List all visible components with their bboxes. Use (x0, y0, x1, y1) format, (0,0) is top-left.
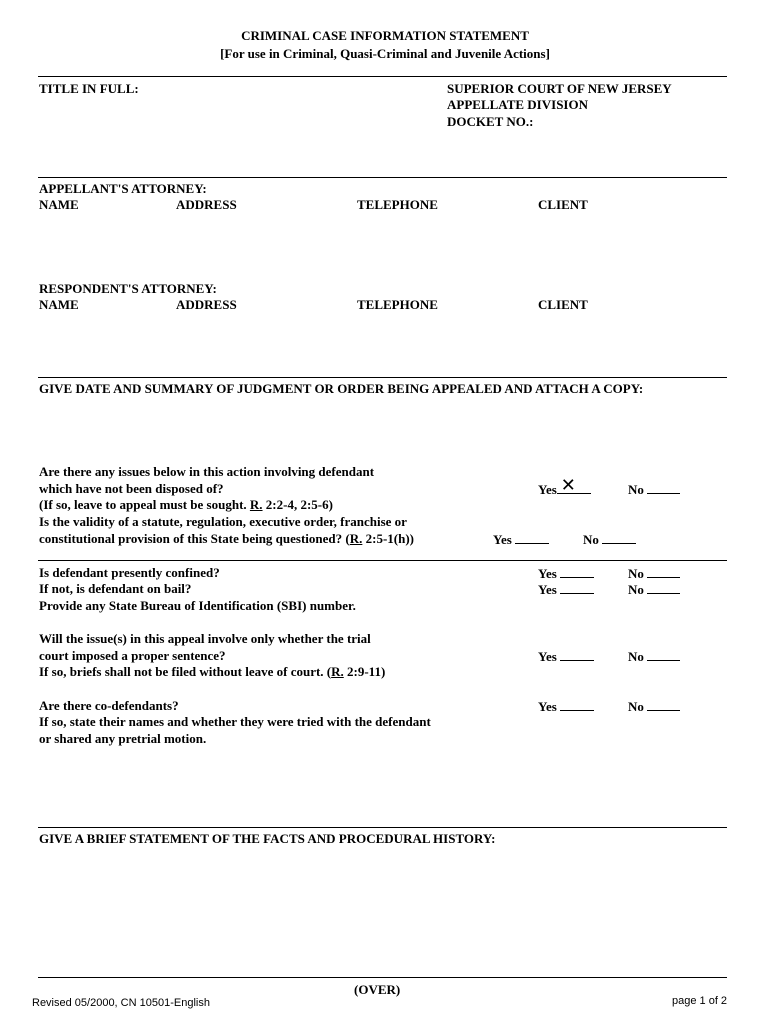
respondent-attorney-heading: RESPONDENT'S ATTORNEY: (39, 281, 217, 296)
form-subtitle: [For use in Criminal, Quasi-Criminal and Juvenile Actions] (220, 46, 550, 61)
rule-ref: R. (249, 497, 263, 512)
q-statute-yes[interactable]: Yes (493, 530, 549, 548)
q-codefendants-line3: or shared any pretrial motion. (39, 731, 207, 746)
q-sentence-no[interactable]: No (628, 647, 680, 665)
divider (38, 977, 727, 978)
judgment-summary-heading: GIVE DATE AND SUMMARY OF JUDGMENT OR ORDER BEING APPEALED AND ATTACH A COPY: (39, 381, 644, 396)
q-bail-line: If not, is defendant on bail? (39, 581, 192, 596)
divider (38, 377, 727, 378)
no-checkbox[interactable] (647, 647, 680, 661)
appellant-telephone-label: TELEPHONE (357, 197, 438, 212)
q-statute-no[interactable]: No (583, 530, 636, 548)
respondent-telephone-label: TELEPHONE (357, 297, 438, 312)
q-sentence-line1: Will the issue(s) in this appeal involve only whether the trial (39, 631, 371, 646)
appellant-address-label: ADDRESS (176, 197, 237, 212)
appellant-attorney-heading: APPELLANT'S ATTORNEY: (39, 181, 207, 196)
q-confined-line1: Is defendant presently confined? (39, 565, 220, 580)
docket-label: DOCKET NO.: (447, 114, 534, 129)
q-sentence-line2: court imposed a proper sentence? (39, 648, 226, 663)
appellant-client-label: CLIENT (538, 197, 588, 212)
no-checkbox[interactable] (647, 480, 680, 494)
q-confined-no[interactable]: No (628, 564, 680, 582)
divider (38, 76, 727, 77)
revision-label: Revised 05/2000, CN 10501-English (32, 997, 210, 1009)
yes-checkbox[interactable] (560, 564, 594, 578)
yes-checkbox[interactable] (560, 580, 594, 594)
no-checkbox[interactable] (602, 530, 636, 544)
divider (38, 560, 727, 561)
q-undisposed-no[interactable]: No (628, 480, 680, 498)
q-codefendants-line1: Are there co-defendants? (39, 698, 179, 713)
no-checkbox[interactable] (647, 580, 680, 594)
q-codefendants-line2: If so, state their names and whether they were tried with the defendant (39, 714, 431, 729)
title-in-full-label: TITLE IN FULL: (39, 81, 139, 96)
q-bail-yes[interactable]: Yes (538, 580, 594, 598)
q-undisposed-issues-line3: (If so, leave to appeal must be sought. R. 2:2-4, 2:5-6) (39, 497, 333, 512)
respondent-address-label: ADDRESS (176, 297, 237, 312)
q-bail-no[interactable]: No (628, 580, 680, 598)
x-mark-icon: ✕ (560, 475, 576, 496)
divider (38, 827, 727, 828)
yes-checkbox[interactable] (560, 697, 594, 711)
q-codefendants-yes[interactable]: Yes (538, 697, 594, 715)
q-codefendants-no[interactable]: No (628, 697, 680, 715)
q-sentence-yes[interactable]: Yes (538, 647, 594, 665)
q-statute-validity-line1: Is the validity of a statute, regulation, executive order, franchise or (39, 514, 407, 529)
facts-heading: GIVE A BRIEF STATEMENT OF THE FACTS AND PROCEDURAL HISTORY: (39, 831, 496, 846)
appellant-name-label: NAME (39, 197, 79, 212)
rule-ref: R. (331, 664, 344, 679)
over-label: (OVER) (354, 982, 401, 997)
q-undisposed-issues-line1: Are there any issues below in this action involving defendant (39, 464, 375, 479)
q-statute-validity-line2: constitutional provision of this State being questioned? (R. 2:5-1(h)) (39, 531, 414, 546)
divider (38, 177, 727, 178)
rule-ref: R. (349, 531, 363, 546)
yes-checkbox[interactable] (515, 530, 549, 544)
respondent-client-label: CLIENT (538, 297, 588, 312)
yes-checkbox[interactable] (557, 475, 591, 496)
q-sbi-line: Provide any State Bureau of Identification (SBI) number. (39, 598, 356, 613)
court-name: SUPERIOR COURT OF NEW JERSEY (447, 81, 672, 96)
no-checkbox[interactable] (647, 697, 680, 711)
q-undisposed-yes[interactable]: Yes ✕ (538, 480, 591, 498)
q-sentence-line3: If so, briefs shall not be filed without leave of court. (R. 2:9-11) (39, 664, 386, 679)
yes-checkbox[interactable] (560, 647, 594, 661)
no-checkbox[interactable] (647, 564, 680, 578)
page-number: page 1 of 2 (672, 995, 728, 1007)
q-undisposed-issues-line2: which have not been disposed of? (39, 481, 224, 496)
form-title: CRIMINAL CASE INFORMATION STATEMENT (241, 28, 529, 43)
court-division: APPELLATE DIVISION (447, 97, 588, 112)
q-confined-yes[interactable]: Yes (538, 564, 594, 582)
respondent-name-label: NAME (39, 297, 79, 312)
